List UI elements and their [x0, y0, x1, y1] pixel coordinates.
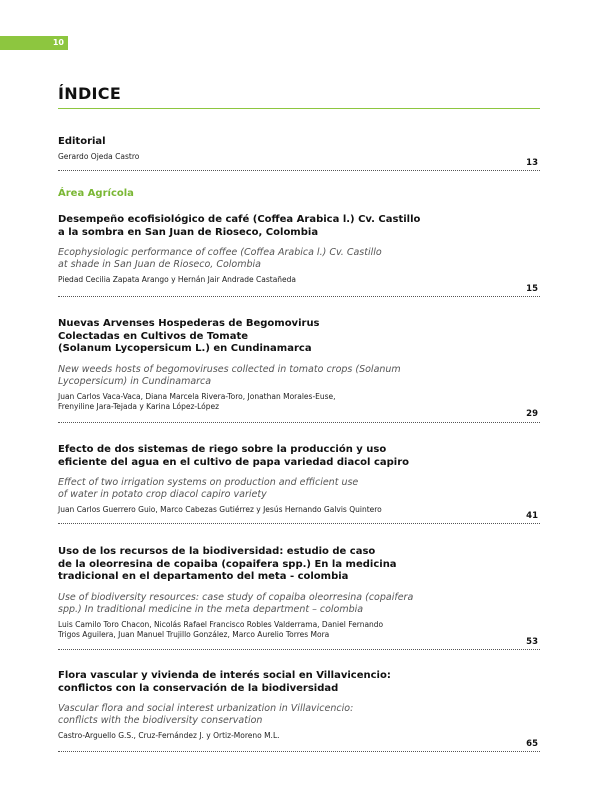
entry-page[interactable]: 29: [526, 409, 538, 419]
entry-translation-line: Lycopersicum) in Cundinamarca: [58, 375, 212, 387]
entry-divider: [58, 523, 540, 524]
entry-title[interactable]: [58, 444, 540, 469]
entry-page[interactable]: 53: [526, 637, 538, 647]
toc-entry: [58, 546, 540, 648]
entry-authors-line: Juan Carlos Guerrero Guio, Marco Cabezas Gutiérrez y Jesús Hernando Galvis Quintero: [58, 505, 382, 514]
entry-title-line: Colectadas en Cultivos de Tomate: [58, 330, 249, 342]
editorial-entry: [58, 136, 540, 170]
toc-entry: [58, 318, 540, 422]
entry-title[interactable]: [58, 546, 540, 584]
entry-title-line: conflictos con la conservación de la biodiversidad: [58, 682, 339, 694]
entry-authors: [58, 731, 540, 742]
entry-translation: [58, 703, 540, 727]
entry-translation-line: spp.) In traditional medicine in the meta department – colombia: [58, 603, 364, 615]
entry-translation-line: Use of biodiversity resources: case study of copaiba oleorresina (copaifera: [58, 591, 414, 603]
entry-translation: [58, 247, 540, 271]
entry-title-line: Nuevas Arvenses Hospederas de Begomovirus: [58, 318, 320, 329]
entry-translation: [58, 477, 540, 501]
entry-authors-line: Juan Carlos Vaca-Vaca, Diana Marcela Rivera-Toro, Jonathan Morales-Euse,: [58, 391, 336, 401]
entry-translation: [58, 364, 540, 388]
entry-authors: [58, 620, 540, 641]
entry-translation-line: Vascular flora and social interest urbanization in Villavicencio:: [58, 703, 354, 714]
entry-page[interactable]: 41: [526, 511, 538, 521]
entry-title-line: eficiente del agua en el cultivo de papa variedad diacol capiro: [58, 456, 410, 468]
entry-title[interactable]: [58, 670, 540, 695]
editorial-title[interactable]: Editorial: [58, 136, 106, 147]
entry-authors: [58, 505, 540, 516]
entry-title[interactable]: [58, 214, 540, 239]
entry-title-line: Uso de los recursos de la biodiversidad: estudio de caso: [58, 546, 376, 557]
entry-authors-line: Castro-Arguello G.S., Cruz-Fernández J. y Ortiz-Moreno M.L.: [58, 731, 280, 740]
title-rule: [58, 108, 540, 109]
toc-entry: [58, 214, 540, 296]
entry-translation-line: of water in potato crop diacol capiro variety: [58, 489, 267, 500]
entry-authors-line: Luis Camilo Toro Chacon, Nicolás Rafael Francisco Robles Valderrama, Daniel Fernando: [58, 619, 384, 629]
entry-divider: [58, 422, 540, 423]
editorial-author: Gerardo Ojeda Castro: [58, 151, 140, 161]
entry-title-line: de la oleorresina de copaiba (copaifera spp.) En la medicina: [58, 558, 397, 570]
entry-divider: [58, 751, 540, 752]
entry-title[interactable]: [58, 318, 540, 356]
entry-authors-line: Frenyiline Jara-Tejada y Karina López-López: [58, 402, 220, 411]
page-number: 10: [52, 38, 64, 47]
entry-authors-line: Piedad Cecilia Zapata Arango y Hernán Jair Andrade Castañeda: [58, 275, 297, 284]
editorial-page[interactable]: 13: [526, 158, 538, 168]
toc-entry: [58, 670, 540, 750]
entry-title-line: a la sombra en San Juan de Rioseco, Colombia: [58, 226, 319, 238]
entry-title-line: Efecto de dos sistemas de riego sobre la producción y uso: [58, 444, 387, 455]
entry-translation-line: at shade in San Juan de Rioseco, Colombia: [58, 259, 261, 270]
entry-translation-line: conflicts with the biodiversity conservation: [58, 715, 263, 726]
entry-translation: [58, 592, 540, 616]
entry-authors-line: Trigos Aguilera, Juan Manuel Trujillo González, Marco Aurelio Torres Mora: [58, 630, 330, 639]
entry-divider: [58, 649, 540, 650]
entry-divider: [58, 170, 540, 171]
page-number-tab: [0, 36, 68, 50]
entry-translation-line: Ecophysiologic performance of coffee (Coffea Arabica l.) Cv. Castillo: [58, 247, 382, 258]
entry-divider: [58, 296, 540, 297]
toc-entry: [58, 444, 540, 522]
entry-translation-line: New weeds hosts of begomoviruses collected in tomato crops (Solanum: [58, 363, 401, 375]
entry-page[interactable]: 65: [526, 739, 538, 749]
entry-title-line: tradicional en el departamento del meta - colombia: [58, 571, 349, 582]
section-heading: Área Agrícola: [58, 188, 134, 199]
index-title: ÍNDICE: [58, 84, 122, 103]
entry-title-line: Flora vascular y vivienda de interés social en Villavicencio:: [58, 670, 391, 681]
entry-page[interactable]: 15: [526, 284, 538, 294]
entry-title-line: Desempeño ecofisiológico de café (Coffea Arabica l.) Cv. Castillo: [58, 214, 421, 225]
entry-translation-line: Effect of two irrigation systems on production and efficient use: [58, 477, 359, 488]
entry-authors: [58, 392, 540, 413]
entry-title-line: (Solanum Lycopersicum L.) en Cundinamarca: [58, 343, 312, 354]
entry-authors: [58, 275, 540, 286]
